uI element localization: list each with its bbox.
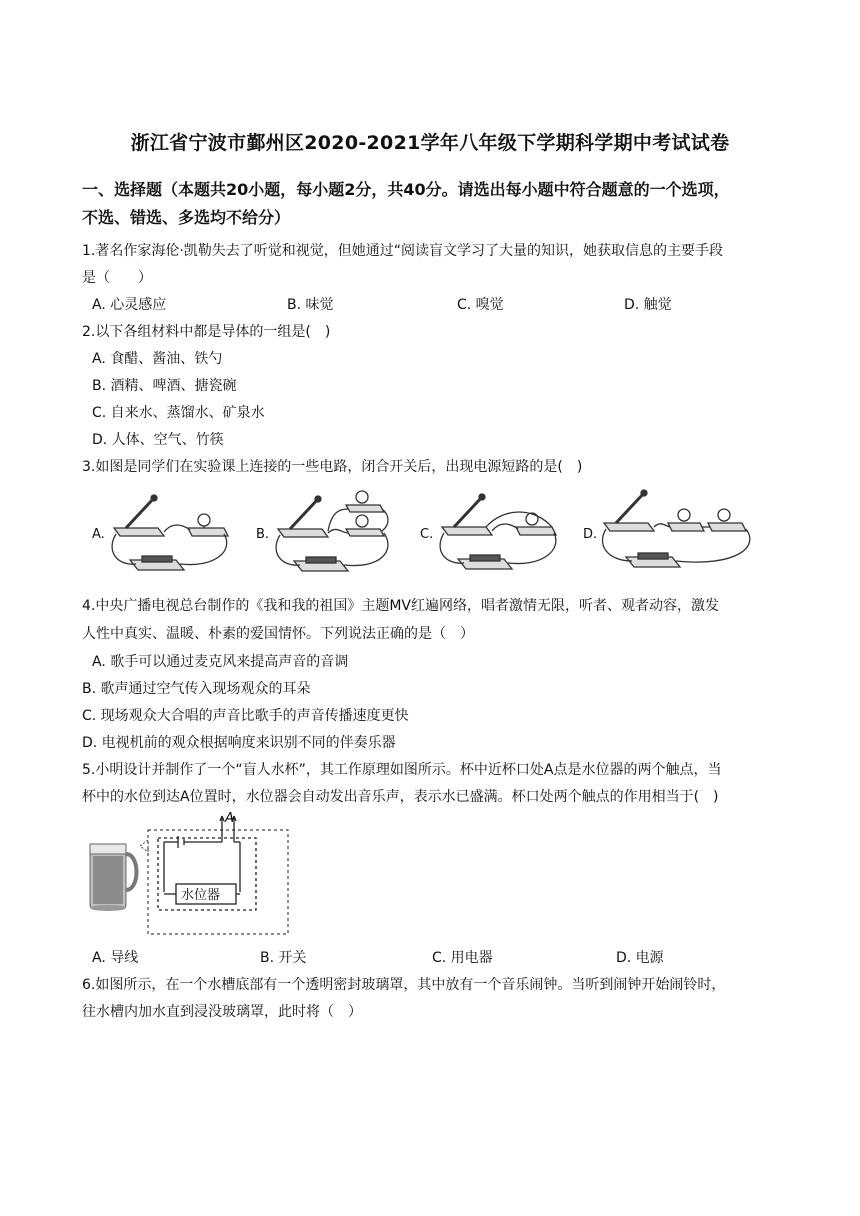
q1-option-c: C. 嗅觉 — [457, 297, 504, 313]
q3-label-a: A. — [92, 527, 105, 542]
cup-drawing — [90, 844, 137, 911]
q4-stem-line2: 人性中真实、温暖、朴素的爱国情怀。下列说法正确的是（ ） — [82, 626, 474, 642]
q2-option-d: D. 人体、空气、竹筷 — [92, 432, 224, 448]
q5-option-a: A. 导线 — [92, 950, 139, 966]
circuit-diagram-c — [434, 487, 564, 580]
q2-stem: 2.以下各组材料中都是导体的一组是( ) — [82, 324, 331, 340]
q2-option-b: B. 酒精、啤酒、搪瓷碗 — [92, 378, 237, 394]
figure-box-label: 水位器 — [181, 888, 221, 903]
q4-option-d: D. 电视机前的观众根据响度来识别不同的伴奏乐器 — [82, 735, 396, 751]
section-heading-line1: 一、选择题（本题共20小题，每小题2分，共40分。请选出每小题中符合题意的一个选项， — [82, 180, 730, 199]
q4-option-c: C. 现场观众大合唱的声音比歌手的声音传播速度更快 — [82, 708, 409, 724]
circuit-diagram-d — [596, 485, 766, 580]
q5-stem-line2: 杯中的水位到达A位置时，水位器会自动发出音乐声，表示水已盛满。杯口处两个触点的作用相当于( ) — [82, 789, 719, 805]
q4-option-b: B. 歌声通过空气传入现场观众的耳朵 — [82, 681, 311, 697]
circuit-diagram-b — [270, 485, 400, 580]
q5-option-b: B. 开关 — [260, 950, 307, 966]
q6-stem-line2: 往水槽内加水直到浸没玻璃罩，此时将（ ） — [82, 1004, 362, 1020]
q5-option-d: D. 电源 — [616, 950, 664, 966]
q2-option-a: A. 食醋、酱油、铁勺 — [92, 351, 223, 367]
q3-label-d: D. — [583, 527, 598, 542]
q3-label-b: B. — [256, 527, 270, 542]
figure-label-a: A — [225, 811, 234, 826]
q5-option-c: C. 用电器 — [432, 950, 493, 966]
section-heading — [82, 176, 782, 232]
q4-option-a: A. 歌手可以通过麦克风来提高声音的音调 — [92, 654, 349, 670]
section-heading-line2: 不选、错选、多选均不给分） — [82, 208, 291, 227]
q2-option-c: C. 自来水、蒸馏水、矿泉水 — [92, 405, 265, 421]
q3-label-c: C. — [420, 527, 434, 542]
q1-stem-line2: 是（ ） — [82, 270, 152, 286]
q6-stem-line1: 6.如图所示，在一个水槽底部有一个透明密封玻璃罩，其中放有一个音乐闹钟。当听到闹钟开始闹铃时， — [82, 977, 726, 993]
q5-stem-line1: 5.小明设计并制作了一个“盲人水杯”，其工作原理如图所示。杯中近杯口处A点是水位器的两个触点，当 — [82, 762, 722, 778]
q3-stem: 3.如图是同学们在实验课上连接的一些电路，闭合开关后，出现电源短路的是( ) — [82, 459, 583, 475]
q1-option-b: B. 味觉 — [287, 297, 334, 313]
circuit-diagram-a — [106, 490, 236, 580]
page-title: 浙江省宁波市鄞州区2020-2021学年八年级下学期科学期中考试试卷 — [130, 132, 730, 154]
q1-stem-line1: 1.著名作家海伦·凯勒失去了听觉和视觉，但她通过“阅读盲文学习了大量的知识，她获取信息的主要手段 — [82, 243, 724, 259]
water-level-cup-figure — [84, 808, 294, 938]
q4-stem-line1: 4.中央广播电视总台制作的《我和我的祖国》主题MV红遍网络，唱者激情无限，听者、观者动容，激发 — [82, 598, 720, 614]
q1-option-d: D. 触觉 — [624, 297, 672, 313]
q1-option-a: A. 心灵感应 — [92, 297, 167, 313]
